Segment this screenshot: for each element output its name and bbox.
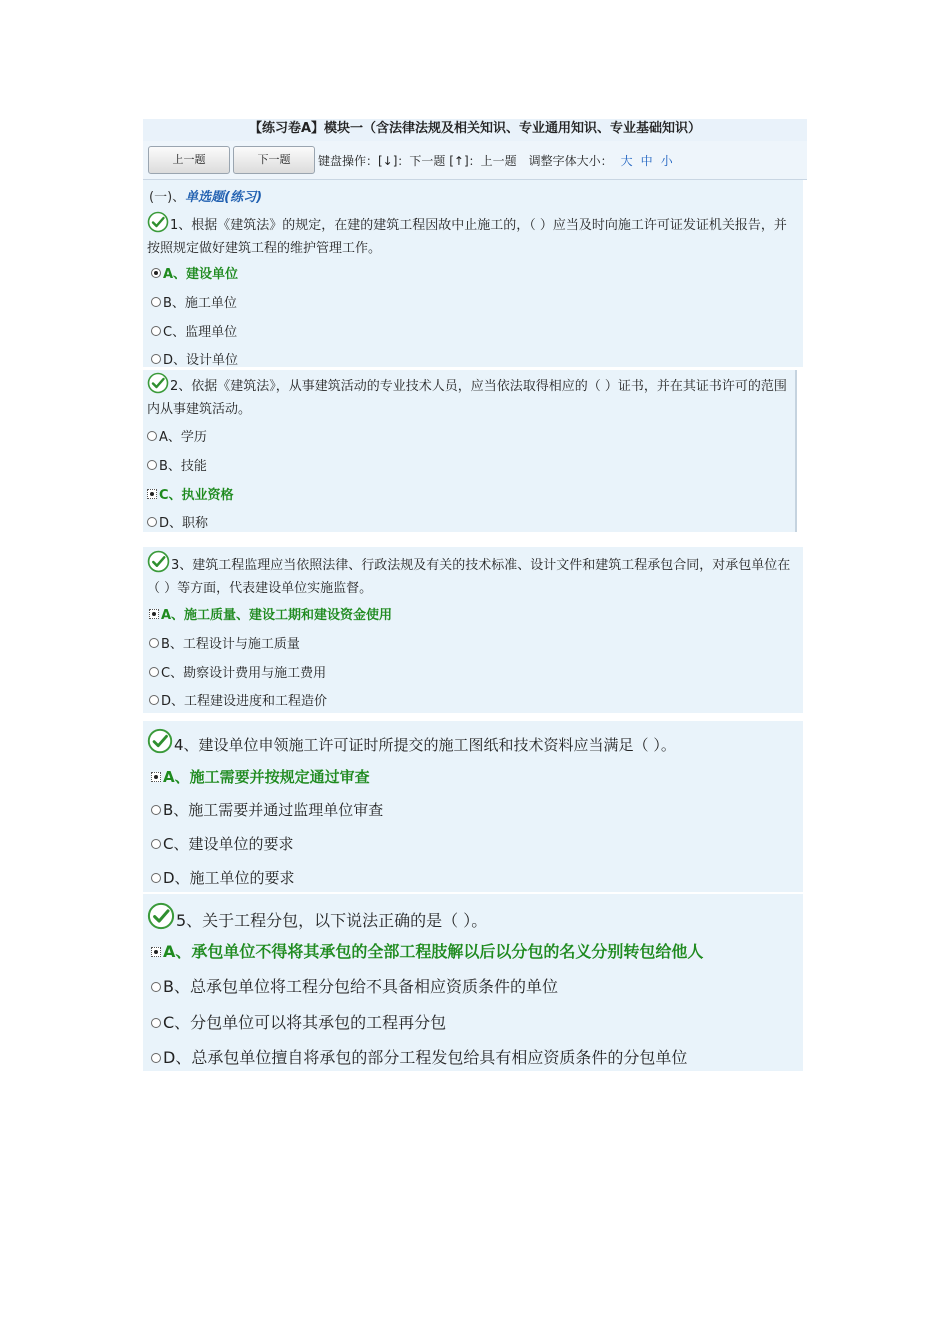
radio-selected-icon[interactable] bbox=[151, 947, 161, 957]
radio-selected-icon[interactable] bbox=[147, 489, 157, 499]
radio-icon[interactable] bbox=[151, 1018, 161, 1028]
radio-icon[interactable] bbox=[151, 839, 161, 849]
option-d[interactable] bbox=[151, 349, 238, 368]
option-label: D、工程建设进度和工程造价 bbox=[161, 694, 328, 709]
radio-selected-icon[interactable] bbox=[151, 772, 161, 782]
option-a[interactable] bbox=[151, 766, 370, 787]
option-b[interactable] bbox=[147, 455, 207, 474]
radio-icon[interactable] bbox=[149, 695, 159, 705]
radio-icon[interactable] bbox=[151, 354, 161, 364]
question-card bbox=[143, 547, 803, 713]
option-b[interactable] bbox=[149, 633, 300, 652]
question-text bbox=[147, 728, 797, 757]
option-label: C、分包单位可以将其承包的工程再分包 bbox=[163, 1013, 447, 1032]
question-card bbox=[143, 721, 803, 892]
prev-question-button[interactable]: 上一题 bbox=[148, 146, 230, 174]
next-question-button[interactable]: 下一题 bbox=[233, 146, 315, 174]
option-d[interactable] bbox=[151, 867, 295, 888]
option-b[interactable] bbox=[151, 292, 237, 311]
question-card bbox=[143, 180, 803, 367]
option-label: A、承包单位不得将其承包的全部工程肢解以后以分包的名义分别转包给他人 bbox=[163, 942, 704, 961]
font-size-large-link[interactable]: 大 bbox=[620, 154, 633, 168]
keyboard-hint bbox=[318, 152, 673, 169]
option-label: B、工程设计与施工质量 bbox=[161, 637, 300, 652]
option-label: A、施工需要并按规定通过审查 bbox=[163, 768, 370, 786]
check-icon bbox=[147, 550, 170, 573]
option-c[interactable] bbox=[149, 662, 326, 681]
radio-icon[interactable] bbox=[149, 667, 159, 677]
option-label: B、施工需要并通过监理单位审查 bbox=[163, 801, 384, 819]
option-label: B、施工单位 bbox=[163, 296, 237, 311]
radio-icon[interactable] bbox=[151, 873, 161, 883]
option-label: C、勘察设计费用与施工费用 bbox=[161, 666, 327, 681]
font-size-medium-link[interactable]: 中 bbox=[640, 154, 653, 168]
question-text bbox=[147, 211, 797, 260]
option-a[interactable] bbox=[147, 426, 207, 445]
option-label: A、施工质量、建设工期和建设资金使用 bbox=[161, 608, 393, 623]
option-label: C、监理单位 bbox=[163, 325, 238, 340]
question-card bbox=[143, 370, 797, 532]
radio-icon[interactable] bbox=[147, 431, 157, 441]
question-text bbox=[147, 902, 797, 932]
radio-icon[interactable] bbox=[147, 517, 157, 527]
radio-icon[interactable] bbox=[151, 805, 161, 815]
option-label: D、设计单位 bbox=[163, 353, 239, 368]
option-label: B、总承包单位将工程分包给不具备相应资质条件的单位 bbox=[163, 977, 558, 996]
question-text-label: 4、建设单位申领施工许可证时所提交的施工图纸和技术资料应当满足（ ）。 bbox=[174, 736, 676, 754]
toolbar bbox=[143, 141, 807, 180]
option-c[interactable] bbox=[151, 1010, 446, 1033]
radio-icon[interactable] bbox=[151, 297, 161, 307]
radio-icon[interactable] bbox=[149, 638, 159, 648]
font-size-small-link[interactable]: 小 bbox=[660, 154, 673, 168]
question-text bbox=[147, 372, 789, 421]
option-a[interactable] bbox=[151, 263, 238, 282]
option-c[interactable] bbox=[151, 833, 293, 854]
option-d[interactable] bbox=[147, 512, 208, 531]
option-label: C、执业资格 bbox=[159, 488, 234, 503]
radio-icon[interactable] bbox=[151, 982, 161, 992]
page-title: 【练习卷A】模块一（含法律法规及相关知识、专业通用知识、专业基础知识） bbox=[143, 119, 807, 141]
option-b[interactable] bbox=[151, 799, 383, 820]
option-c[interactable] bbox=[147, 484, 234, 503]
radio-selected-icon[interactable] bbox=[149, 609, 159, 619]
question-text-label: 2、依据《建筑法》，从事建筑活动的专业技术人员，应当依法取得相应的（ ）证书，并在其证书许可的范围内从事建筑活动。 bbox=[147, 379, 787, 417]
question-text-label: 1、根据《建筑法》的规定，在建的建筑工程因故中止施工的，（ ）应当及时向施工许可证发证机关报告，并按照规定做好建筑工程的维护管理工作。 bbox=[147, 218, 787, 256]
option-b[interactable] bbox=[151, 974, 558, 997]
section-title: 单选题(练习) bbox=[185, 190, 263, 205]
check-icon bbox=[147, 902, 175, 930]
question-card bbox=[143, 894, 803, 1071]
check-icon bbox=[147, 211, 169, 233]
option-a[interactable] bbox=[151, 939, 703, 962]
question-text bbox=[147, 550, 797, 600]
option-label: D、施工单位的要求 bbox=[163, 869, 295, 887]
option-label: A、建设单位 bbox=[163, 267, 239, 282]
question-text-label: 5、关于工程分包，以下说法正确的是（ ）。 bbox=[176, 911, 488, 930]
option-label: A、学历 bbox=[159, 430, 207, 445]
keyboard-hint-text: 键盘操作：[↓]：下一题 [↑]：上一题 调整字体大小： bbox=[318, 154, 613, 168]
radio-selected-icon[interactable] bbox=[151, 268, 161, 278]
option-d[interactable] bbox=[151, 1045, 687, 1068]
section-header bbox=[149, 186, 262, 205]
radio-icon[interactable] bbox=[151, 1053, 161, 1063]
option-c[interactable] bbox=[151, 321, 237, 340]
option-d[interactable] bbox=[149, 690, 327, 709]
radio-icon[interactable] bbox=[147, 460, 157, 470]
option-a[interactable] bbox=[149, 604, 392, 623]
option-label: B、技能 bbox=[159, 459, 207, 474]
check-icon bbox=[147, 728, 173, 754]
option-label: D、职称 bbox=[159, 516, 209, 531]
option-label: C、建设单位的要求 bbox=[163, 835, 294, 853]
question-text-label: 3、建筑工程监理应当依照法律、行政法规及有关的技术标准、设计文件和建筑工程承包合同，对承包单位在（ ）等方面，代表建设单位实施监督。 bbox=[147, 558, 791, 596]
option-label: D、总承包单位擅自将承包的部分工程发包给具有相应资质条件的分包单位 bbox=[163, 1048, 688, 1067]
check-icon bbox=[147, 372, 169, 394]
section-prefix: (一)、 bbox=[149, 190, 186, 205]
radio-icon[interactable] bbox=[151, 326, 161, 336]
